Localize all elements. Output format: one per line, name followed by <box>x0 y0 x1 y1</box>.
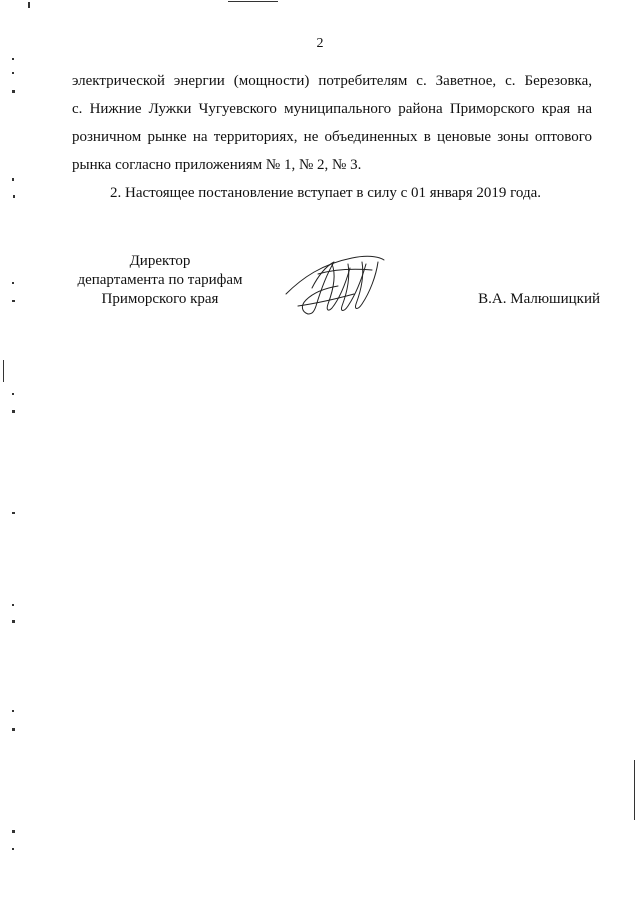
paragraph-1-line: с. Нижние Лужки Чугуевского муниципального района Приморского края на <box>72 101 592 117</box>
signatory-position-line: Приморского края <box>101 291 219 307</box>
signatory-position <box>60 252 260 309</box>
signatory-position-line: Директор <box>129 253 191 269</box>
paragraph-1-line: розничном рынке на территориях, не объединенных в ценовые зоны оптового <box>72 129 592 145</box>
handwritten-signature-icon <box>282 248 392 320</box>
paragraph-1-line: электрической энергии (мощности) потребителям с. Заветное, с. Березовка, <box>72 73 592 89</box>
paragraph-2: 2. Настоящее постановление вступает в силу с 01 января 2019 года. <box>110 185 542 201</box>
paragraph-1 <box>72 67 592 179</box>
signature-block <box>60 252 600 322</box>
document-body <box>72 67 592 207</box>
paragraph-1-line: рынка согласно приложениям № 1, № 2, № 3. <box>72 157 362 173</box>
signatory-position-line: департамента по тарифам <box>77 272 243 288</box>
page-number: 2 <box>316 36 324 51</box>
signatory-name: В.А. Малюшицкий <box>478 291 600 307</box>
